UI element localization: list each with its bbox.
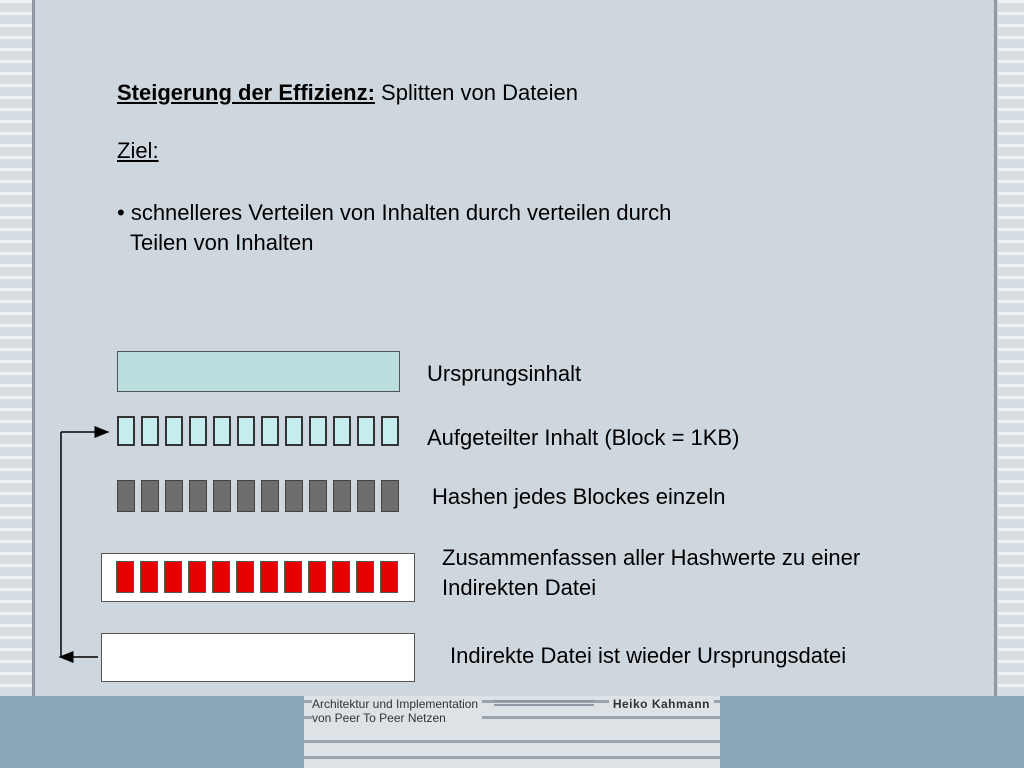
split-block	[213, 416, 231, 446]
split-block	[237, 416, 255, 446]
label-indirekt: Indirekte Datei ist wieder Ursprungsdatei	[450, 643, 847, 668]
footer-course-line2: von Peer To Peer Netzen	[312, 711, 446, 725]
label-ursprung: Ursprungsinhalt	[427, 361, 582, 386]
indirect-block	[260, 561, 278, 593]
hash-block	[165, 480, 183, 512]
split-block	[165, 416, 183, 446]
indirect-block	[212, 561, 230, 593]
label-zusammen	[442, 543, 860, 603]
split-block	[381, 416, 399, 446]
original-content-bar	[117, 351, 400, 392]
indirect-block	[356, 561, 374, 593]
indirect-block	[308, 561, 326, 593]
hash-block	[309, 480, 327, 512]
hash-block	[237, 480, 255, 512]
goal-heading: Ziel:	[117, 138, 159, 163]
hash-blocks	[117, 480, 399, 512]
split-block	[189, 416, 207, 446]
split-block	[117, 416, 135, 446]
indirect-file-bar	[101, 553, 415, 602]
split-block	[261, 416, 279, 446]
indirect-block	[236, 561, 254, 593]
footer-course	[312, 697, 482, 725]
slide-title-bold: Steigerung der Effizienz:	[117, 80, 375, 105]
footer-band	[0, 696, 1024, 768]
hash-block	[357, 480, 375, 512]
label-zusammen-line1: Zusammenfassen aller Hashwerte zu einer	[442, 545, 861, 570]
indirect-block	[116, 561, 134, 593]
indirect-block	[188, 561, 206, 593]
footer-box	[304, 696, 720, 768]
split-block	[357, 416, 375, 446]
indirect-block	[164, 561, 182, 593]
hash-block	[261, 480, 279, 512]
split-blocks	[117, 416, 399, 446]
indirect-block	[332, 561, 350, 593]
footer-course-line1: Architektur und Implementation	[312, 697, 479, 711]
indirect-block	[380, 561, 398, 593]
hash-block	[333, 480, 351, 512]
label-aufgeteilt: Aufgeteilter Inhalt (Block = 1KB)	[427, 425, 740, 450]
split-block	[141, 416, 159, 446]
goal-bullet-line1: • schnelleres Verteilen von Inhalten durch verteilen durch	[117, 200, 672, 225]
indirect-block	[284, 561, 302, 593]
footer-author: Heiko Kahmann	[609, 697, 714, 711]
indirect-block	[140, 561, 158, 593]
label-hashen: Hashen jedes Blockes einzeln	[432, 484, 726, 509]
hash-block	[189, 480, 207, 512]
hash-block	[117, 480, 135, 512]
hash-block	[141, 480, 159, 512]
hash-block	[381, 480, 399, 512]
hash-block	[285, 480, 303, 512]
indirect-blocks	[116, 561, 398, 593]
hash-block	[213, 480, 231, 512]
goal-bullet-line2: Teilen von Inhalten	[130, 230, 314, 255]
slide-title-rest: Splitten von Dateien	[374, 80, 578, 105]
split-block	[285, 416, 303, 446]
split-block	[333, 416, 351, 446]
footer-decor-lines	[494, 700, 594, 708]
final-file-bar	[101, 633, 415, 682]
label-zusammen-line2: Indirekten Datei	[442, 575, 597, 600]
split-block	[309, 416, 327, 446]
